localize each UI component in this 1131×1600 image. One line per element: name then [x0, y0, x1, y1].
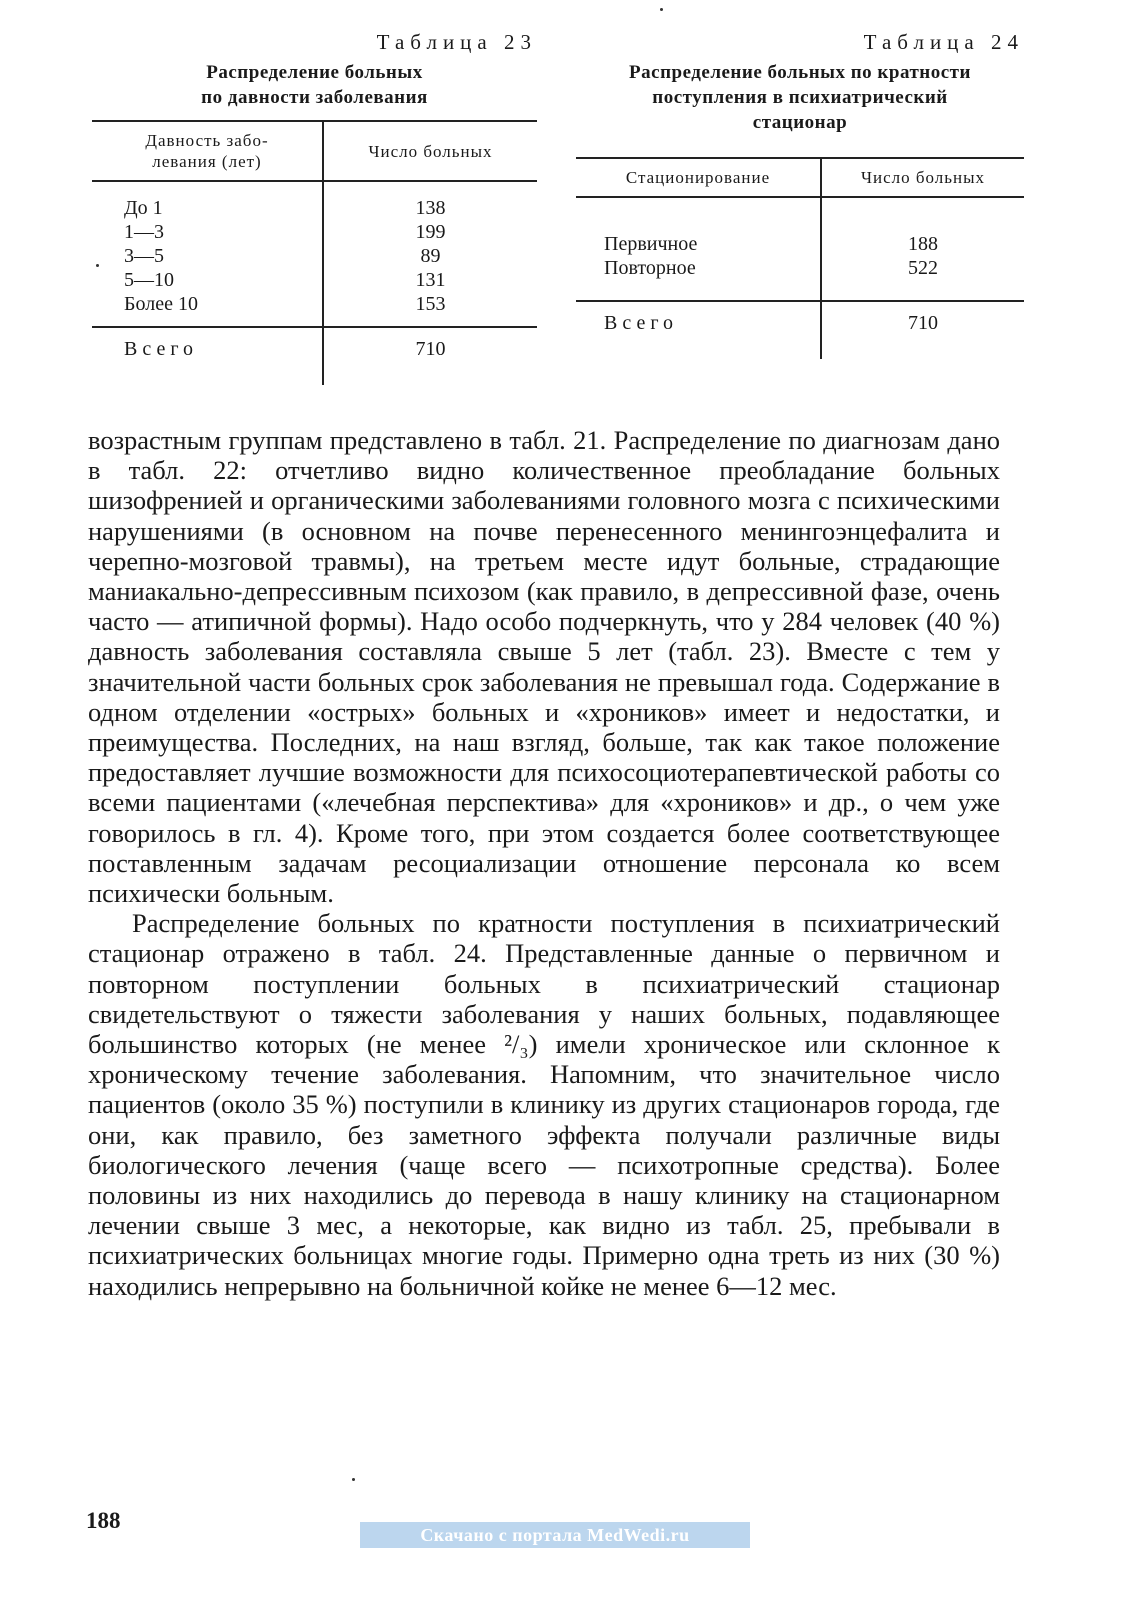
- table-23-labels: До 1 1—3 3—5 5—10 Более 10: [92, 181, 323, 327]
- table-row: [92, 181, 537, 327]
- table-23-total-label: Всего: [92, 327, 323, 385]
- table-24-values: 188 522: [908, 233, 938, 279]
- page-number: 188: [86, 1508, 121, 1533]
- table-row: [576, 197, 1024, 301]
- table-24-total-label: Всего: [576, 301, 821, 359]
- body-text: [88, 425, 1000, 1301]
- paragraph-2: Распределение больных по кратности поступления в психиатрический стационар отражено в табл. 24. Представленные данные о первичном и повторном поступлении больных в психиатрический стационар свидетельствуют о тяжести заболевания у наших больных, подавляющее большинство которых (не менее ²/₃) имели хроническое или склонное к хроническому течение заболевания. Напомним, что значительное число пациентов (около 35 %) поступили в клинику из других стационаров города, где они, как правило, без заметного эффекта получали различные виды биологического лечения (чаще всего — психотропные средства). Более половины из них находились до перевода в нашу клинику на стационарном лечении свыше 3 мес, а некоторые, как видно из табл. 25, пребывали в психиатрических больницах многие годы. Примерно одна треть из них (30 %) находились непрерывно на больничной койке не менее 6—12 мес.: [88, 908, 1000, 1301]
- table-23-number: Таблица 23: [376, 30, 537, 54]
- table-23-total-row: [92, 327, 537, 385]
- table-24-grid: [576, 157, 1024, 359]
- table-24-total-row: [576, 301, 1024, 359]
- table-23-total-value: 710: [415, 338, 446, 360]
- table-23-col1-header: Давность забо- левания (лет): [92, 121, 323, 181]
- table-24: [576, 30, 1024, 359]
- table-23: [92, 30, 537, 385]
- paragraph-1: возрастным группам представлено в табл. 21. Распределение по диагнозам дано в табл. 22: отчетливо видно количественное преобладание больных шизофренией и органическими заболеваниями головного мозга с психическими нарушениями (в основном на почве перенесенного менингоэнцефалита и черепно-мозговой травмы), на третьем месте идут больные, страдающие маниакально-депрессивным психозом (как правило, в депрессивной фазе, очень часто — атипичной формы). Надо особо подчеркнуть, что у 284 человек (40 %) давность заболевания составляла свыше 5 лет (табл. 23). Вместе с тем у значительной части больных срок заболевания не превышал года. Содержание в одном отделении «острых» больных и «хроников» имеет и недостатки, и преимущества. Последних, на наш взгляд, больше, так как такое положение предоставляет лучшие возможности для психосоциотерапевтической работы со всеми пациентами («лечебная перспектива» для «хроников» и др., о чем уже говорилось в гл. 4). Кроме того, при этом создается более соответствующее поставленным задачам ресоциализации отношение персонала ко всем психически больным.: [88, 425, 1000, 909]
- table-24-col2-header: Число больных: [860, 168, 986, 187]
- table-23-col2-header: Число больных: [368, 141, 493, 161]
- table-23-grid: [92, 120, 537, 385]
- table-24-labels: Первичное Повторное: [576, 197, 821, 301]
- table-24-total-value: 710: [908, 312, 938, 334]
- tables-area: [88, 30, 1028, 400]
- watermark: Скачано с портала MedWedi.ru: [360, 1522, 750, 1548]
- table-23-values: 138 199 89 131 153: [415, 197, 446, 315]
- table-24-title: Распределение больных по кратности поступления в психиатрический стационар: [629, 62, 971, 133]
- table-24-number: Таблица 24: [863, 30, 1024, 54]
- table-23-title: Распределение больных по давности заболевания: [201, 62, 428, 108]
- table-24-col1-header: Стационирование: [576, 158, 821, 197]
